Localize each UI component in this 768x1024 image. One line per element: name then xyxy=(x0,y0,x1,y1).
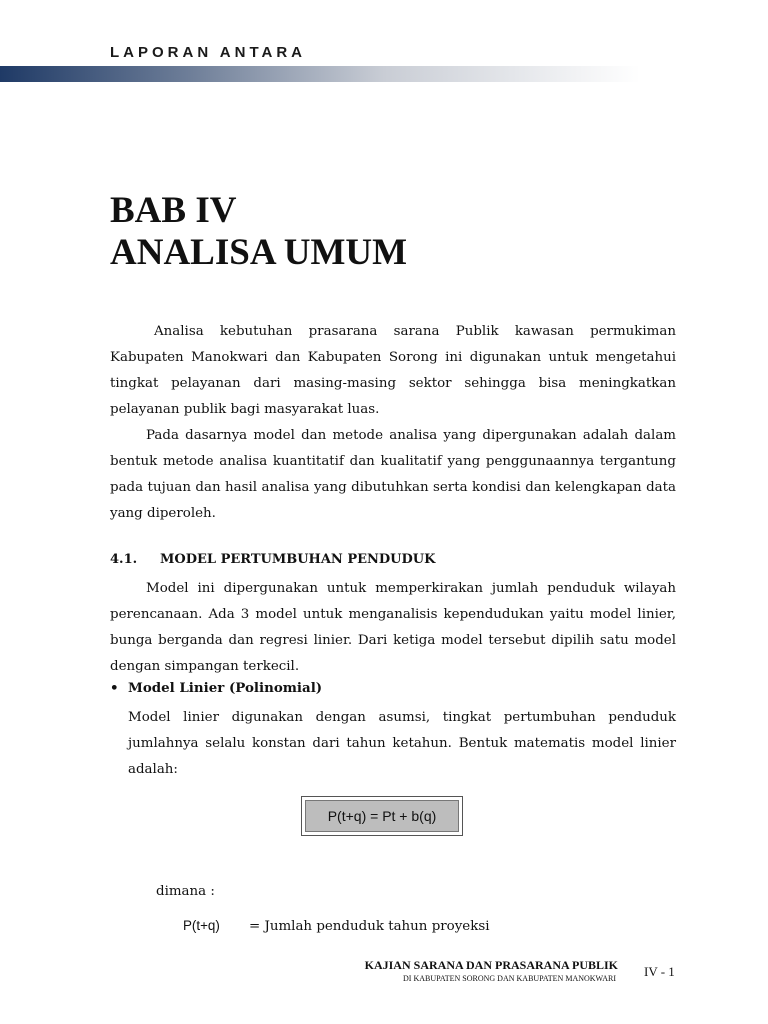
chapter-number: BAB IV xyxy=(110,190,237,231)
paragraph-method: Pada dasarnya model dan metode analisa yang dipergunakan adalah dalam bentuk metode analisa kuantitatif dan kualitatif yang penggunaannya tergantung pada tujuan dan hasil analisa yang dibutuhkan serta kondisi dan kelengkapan data yang diperoleh. xyxy=(110,428,676,521)
definition-row xyxy=(183,918,489,934)
bullet-heading xyxy=(110,680,322,696)
where-label: dimana : xyxy=(156,884,215,899)
paragraph-linear-model: Model linier digunakan dengan asumsi, tingkat pertumbuhan penduduk jumlahnya selalu konstan dari tahun ketahun. Bentuk matematis model linier adalah: xyxy=(128,710,676,777)
definition-term: P(t+q) xyxy=(183,918,220,933)
paragraph-intro: Analisa kebutuhan prasarana sarana Publik kawasan permukiman Kabupaten Manokwari dan Kabupaten Sorong ini digunakan untuk mengetahui tingkat pelayanan dari masing-masing sektor sehingga bisa meningkatkan pelayanan publik bagi masyarakat luas. xyxy=(110,324,676,417)
formula-text: P(t+q) = Pt + b(q) xyxy=(305,800,459,832)
footer-subtitle: DI KABUPATEN SORONG DAN KABUPATEN MANOKWARI xyxy=(403,974,616,983)
paragraph-section-intro: Model ini dipergunakan untuk memperkirakan jumlah penduduk wilayah perencanaan. Ada 3 model untuk menganalisis kependudukan yaitu model linier, bunga berganda dan regresi linier. Dari ketiga model tersebut dipilih satu model dengan simpangan terkecil. xyxy=(110,581,676,674)
bullet-title: Model Linier (Polinomial) xyxy=(128,680,323,696)
chapter-title xyxy=(110,190,407,274)
document-header-title: LAPORAN ANTARA xyxy=(110,44,306,61)
section-heading xyxy=(110,552,435,567)
chapter-name: ANALISA UMUM xyxy=(110,232,408,273)
header-gradient-bar xyxy=(0,66,640,82)
section-number: 4.1. xyxy=(110,552,138,567)
definition-description: = Jumlah penduduk tahun proyeksi xyxy=(249,919,490,934)
bullet-icon: • xyxy=(110,680,119,696)
section-title: MODEL PERTUMBUHAN PENDUDUK xyxy=(160,552,436,567)
page-number: IV - 1 xyxy=(644,964,675,979)
footer-title: KAJIAN SARANA DAN PRASARANA PUBLIK xyxy=(364,958,618,972)
formula-box xyxy=(301,796,463,836)
